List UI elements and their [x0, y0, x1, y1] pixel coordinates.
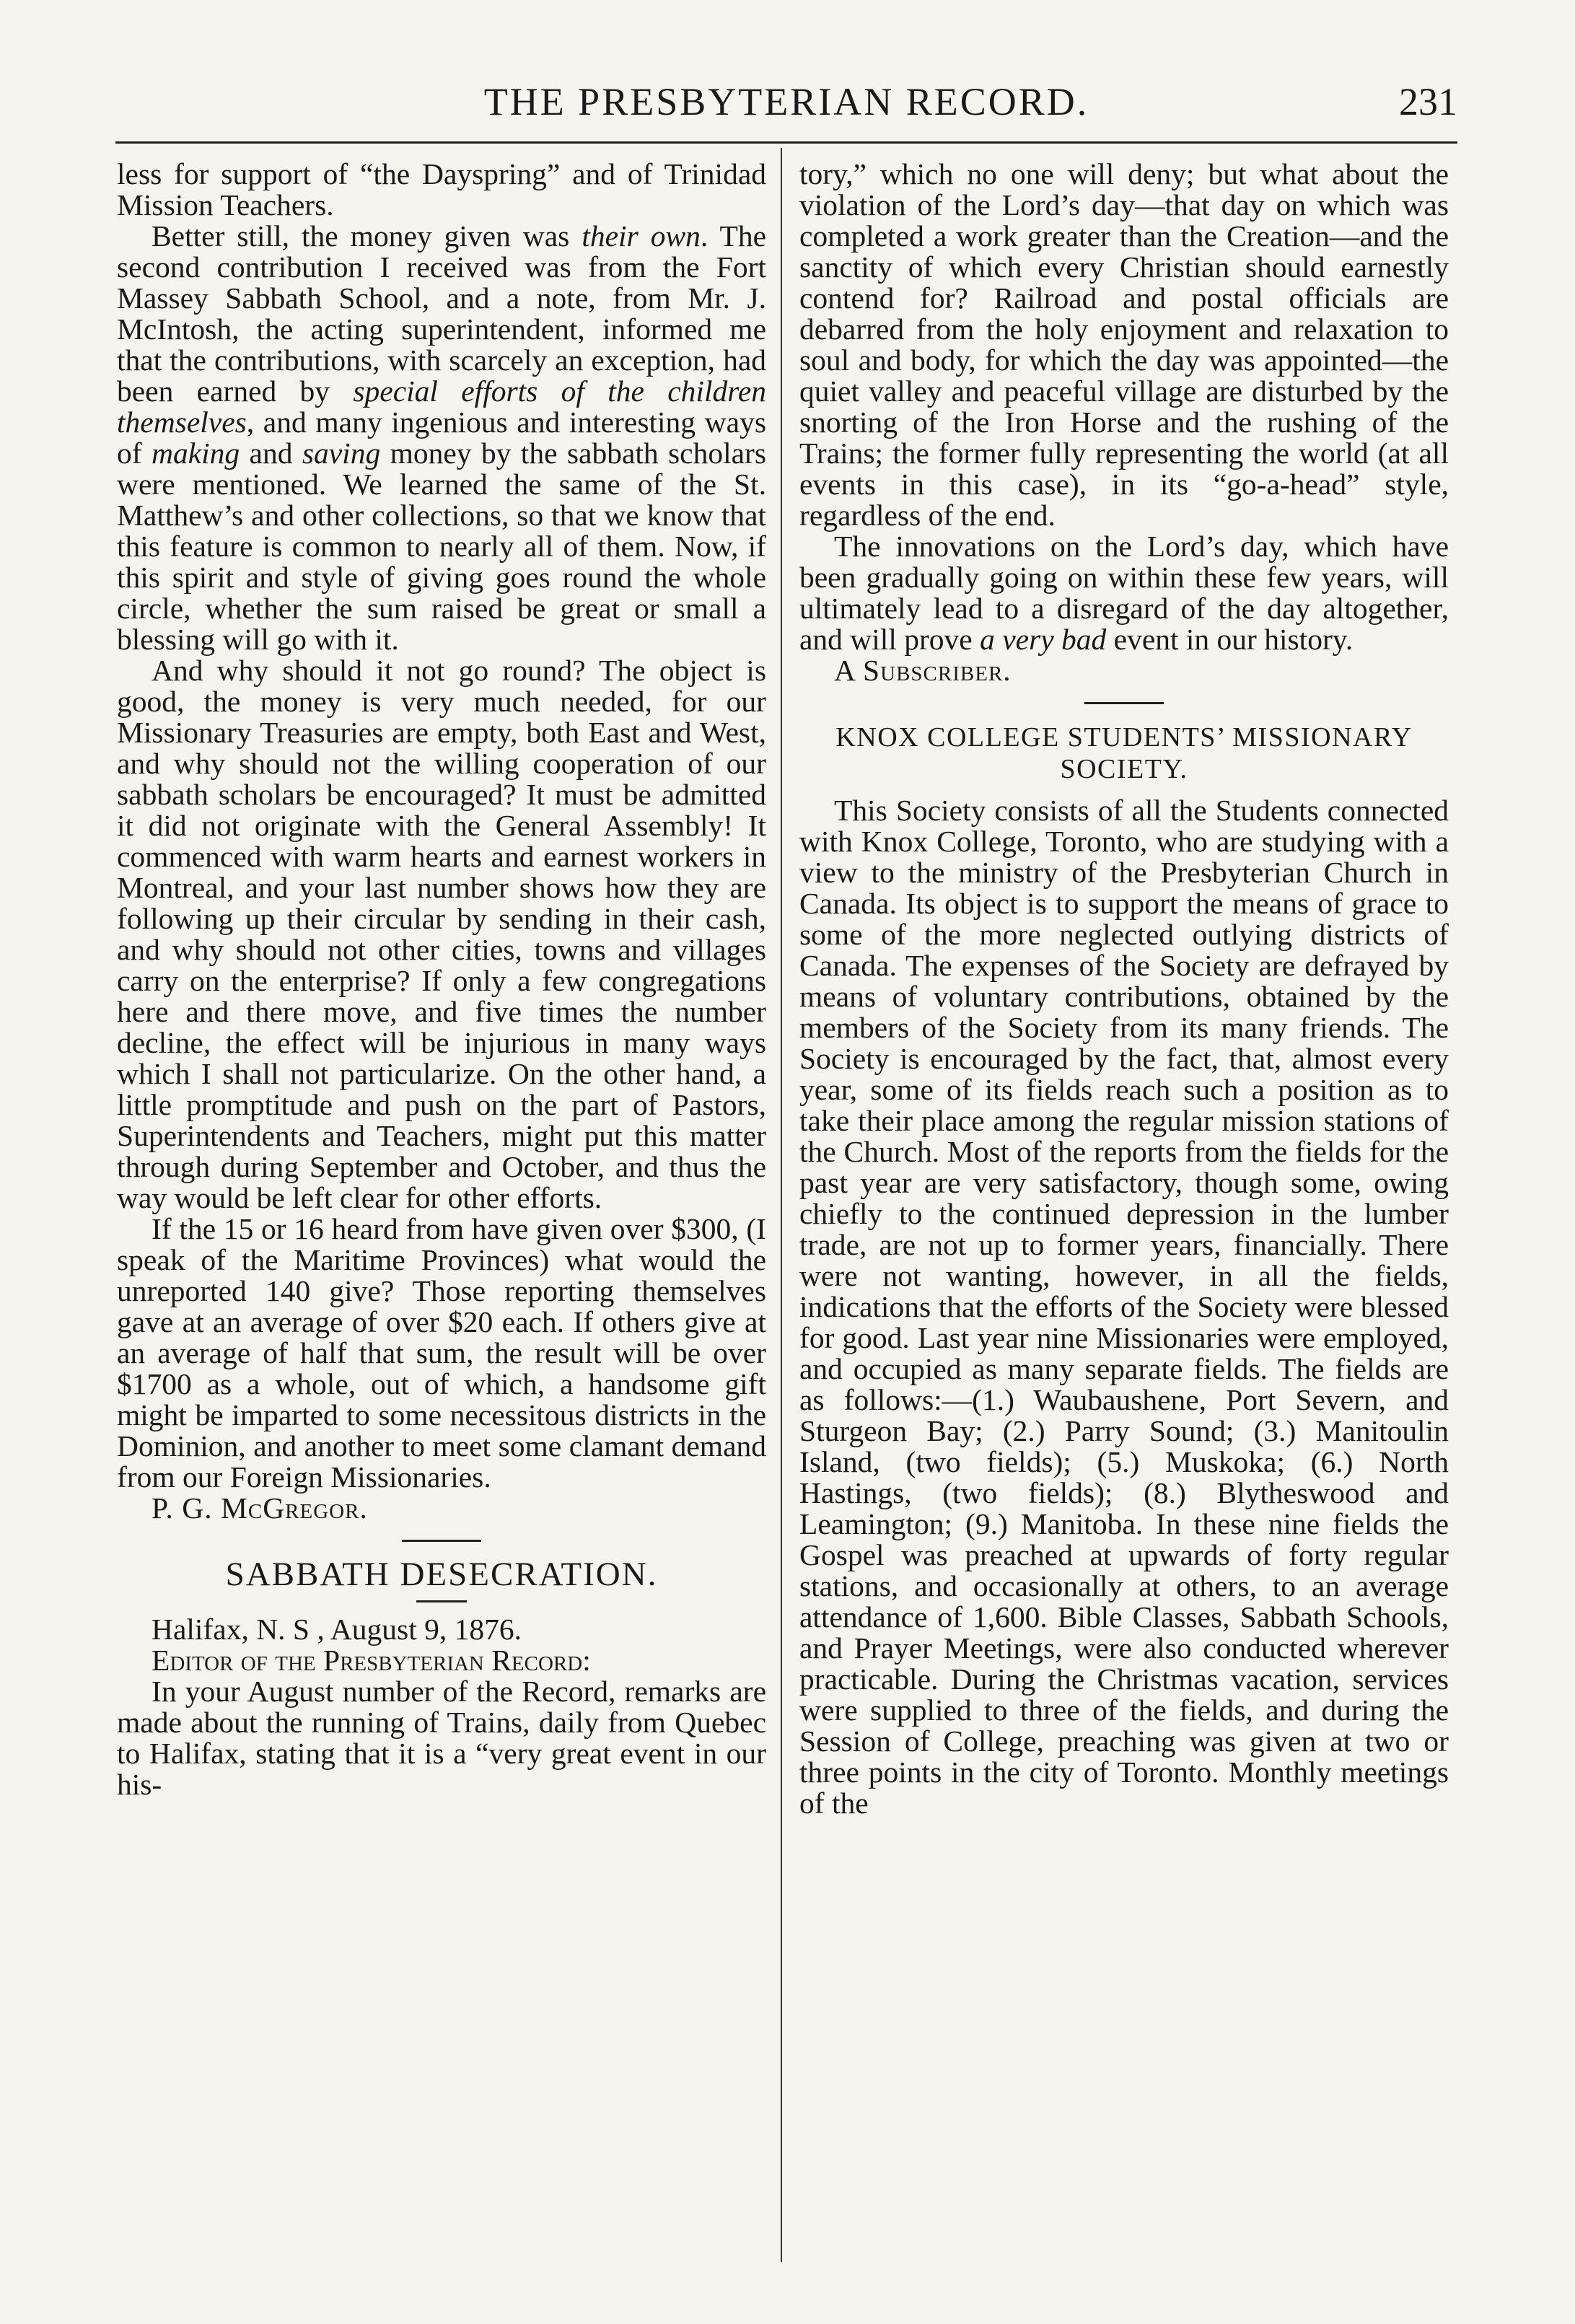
paragraph: tory,” which no one will deny; but what about the violation of the Lord’s day—that day on which was completed a work greater than the Creation—and the sanctity of which every Christian should earnestly contend for? Railroad and postal officials are debarred from the holy enjoyment and relaxation to soul and body, for which the day was appointed—the quiet valley and peaceful village are disturbed by the snorting of the Iron Horse and the rushing of the Trains; the former fully representing the world (at all events in this case), in its “go-a-head” style, regardless of the end. — [799, 159, 1449, 532]
salutation: Editor of the Presbyterian Record: — [152, 1644, 591, 1677]
dateline: Halifax, N. S , August 9, 1876. — [152, 1613, 522, 1646]
paragraph: And why should it not go round? The object is good, the money is very much needed, for our Missionary Treasuries are empty, both East and West, and why should not the willing cooperation of our sabbath scholars be encouraged? It must be admitted it did not originate with the General Assembly! It commenced with warm hearts and earnest workers in Montreal, and your last number shows how they are following up their circular by sending in their cash, and why should not other cities, towns and villages carry on the enterprise? If only a few congregations here and there move, and five times the number decline, the effect will be injurious in many ways which I shall not particularize. On the other hand, a little promptitude and push on the part of Pastors, Superintendents and Teachers, might put this matter through during September and October, and thus the way would be left clear for other efforts. — [117, 654, 766, 1214]
paragraph: In your August number of the Record, remarks are made about the running of Trains, daily from Quebec to Halifax, stating that it is a “very great event in our his- — [117, 1675, 766, 1801]
right-column — [799, 159, 1449, 2266]
section-heading: KNOX COLLEGE STUDENTS’ MISSIONARY SOCIETY. — [835, 722, 1413, 784]
paragraph: The innovations on the Lord’s day, which have been gradually going on within these few years, will ultimately lead to a disregard of the day altogether, and will prove a very bad event in our history. — [799, 530, 1449, 656]
section-rule — [416, 1600, 467, 1602]
section-rule — [1084, 702, 1164, 704]
publication-title: THE PRESBYTERIAN RECORD. — [483, 80, 1089, 123]
page-number: 231 — [1399, 80, 1457, 123]
section-heading: SABBATH DESECRATION. — [225, 1556, 658, 1593]
paragraph: This Society consists of all the Students connected with Knox College, Toronto, who are studying with a view to the ministry of the Presbyterian Church in Canada. Its object is to support the means of grace to some of the more neglected outlying districts of Canada. The expenses of the Society are defrayed by means of voluntary contributions, obtained by the members of the Society from its many friends. The Society is encouraged by the fact, that, almost every year, some of its fields reach such a position as to take their place among the regular mission stations of the Church. Most of the reports from the fields for the past year are very satisfactory, though some, owing chiefly to the continued depression in the lumber trade, are not up to former years, financially. There were not wanting, however, in all the fields, indications that the efforts of the Society were blessed for good. Last year nine Missionaries were employed, and occupied as many separate fields. The fields are as follows:—(1.) Waubaushene, Port Severn, and Sturgeon Bay; (2.) Parry Sound; (3.) Manitoulin Island, (two fields); (5.) Muskoka; (6.) North Hastings, (two fields); (8.) Blytheswood and Leamington; (9.) Manitoba. In these nine fields the Gospel was preached at upwards of forty regular stations, and occasionally at others, to an average attendance of 1,600. Bible Classes, Sabbath Schools, and Prayer Meetings, were also conducted wherever practicable. During the Christmas vacation, services were supplied to three of the fields, and during the Session of College, preaching was given at two or three points in the city of Toronto. Monthly meetings of the — [799, 794, 1449, 1820]
page-header — [115, 79, 1457, 137]
paragraph: less for support of “the Dayspring” and of Trinidad Mission Teachers. — [117, 159, 766, 222]
header-rule — [115, 141, 1457, 144]
paragraph: Better still, the money given was their own. The second contribution I received was from the Fort Massey Sabbath School, and a note, from Mr. J. McIntosh, the acting superintendent, informed me that the contributions, with scarcely an exception, had been earned by special efforts of the children themselves, and many ingenious and interesting ways of making and saving money by the sabbath scholars were mentioned. We learned the same of the St. Matthew’s and other collections, so that we know that this feature is common to nearly all of them. Now, if this spirit and style of giving goes round the whole circle, whether the sum raised be great or small a blessing will go with it. — [117, 219, 766, 656]
paragraph: If the 15 or 16 heard from have given over $300, (I speak of the Maritime Provinces) what would the unreported 140 give? Those reporting themselves gave at an average of over $20 each. If others give at an average of half that sum, the result will be over $1700 as a whole, out of which, a handsome gift might be imparted to some necessitous districts in the Dominion, and another to meet some clamant demand from our Foreign Missionaries. — [117, 1212, 766, 1494]
section-rule — [402, 1540, 481, 1542]
signature: P. G. McGregor. — [152, 1491, 368, 1525]
signature: A Subscriber. — [834, 654, 1012, 687]
column-divider — [781, 148, 782, 2262]
left-column — [117, 159, 766, 2266]
